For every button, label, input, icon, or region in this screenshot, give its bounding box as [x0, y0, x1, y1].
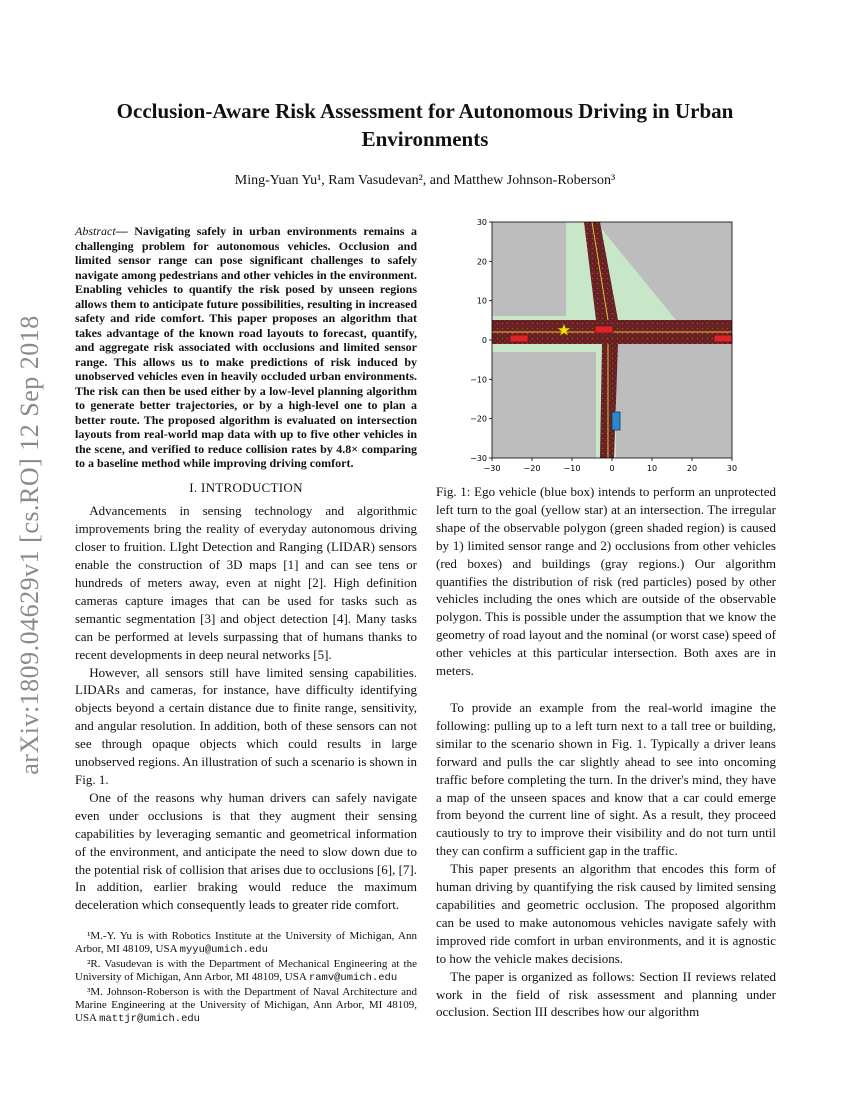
footnote: ²R. Vasudevan is with the Department of Mechanical Engineering at the University of Michigan, Ann Arbor, MI 48109, USA ramv@umich.edu	[75, 957, 417, 985]
right-column	[436, 699, 776, 1021]
email-address: ramv@umich.edu	[308, 972, 398, 985]
email-address: myyu@umich.edu	[179, 944, 268, 957]
y-axis-tick-label: 10	[476, 296, 487, 306]
left-column	[75, 224, 417, 914]
abstract-text: — Navigating safely in urban environments remains a challenging problem for autonomous vehicles. Occlusion and limited sensor range can pose significant challenges to safely navigate among pedestrians and other vehicles in the environment. Enabling vehicles to quantify the risk posed by unseen regions allows them to anticipate future possibilities, resulting in increased safety and ride comfort. This paper proposes an algorithm that takes advantage of the known road layouts to forecast, quantify, and aggregate risk associated with occlusions and limited sensor range. This allows us to make predictions of risk induced by unobserved vehicles even in heavily occluded urban environments. The risk can then be used either by a low-level planning algorithm to generate better trajectories, or by a high-level one to plan a better route. The proposed algorithm is evaluated on intersection layouts from real-world map data with up to five other vehicles in the scene, and verified to reduce collision rates by 4.8× comparing to a baseline method while improving driving comfort.	[75, 224, 417, 470]
y-axis-tick-label: 30	[476, 218, 487, 227]
y-axis-tick-label: −30	[470, 454, 487, 463]
other-vehicle-box	[595, 326, 613, 333]
other-vehicle-box	[510, 335, 528, 342]
intro-paragraph: However, all sensors still have limited sensing capabilities. LIDARs and cameras, for instance, have difficulty identifying objects beyond a certain distance due to finite range, sensitivity, and angular resolution. In addition, both of these sensors can not see through opaque objects which could results in large unobserved regions. An illustration of such a scenario is shown in Fig. 1.	[75, 664, 417, 787]
ego-vehicle-box	[612, 412, 620, 430]
figure-caption: Fig. 1: Ego vehicle (blue box) intends to perform an unprotected left turn to the goal (yellow star) at an intersection. The irregular shape of the observable polygon (green shaded region) is caused by 1) limited sensor range and 2) occlusions from other vehicles (red boxes) and buildings (gray regions.) Our algorithm quantifies the distribution of risk (red particles) posed by other vehicles including the ones which are outside of the observable polygon. This is possible under the assumption that we know the geometry of road layout and the nominal (or worst case) speed of other vehicles at this particular intersection. Both axes are in meters.	[436, 484, 776, 679]
footnote: ¹M.-Y. Yu is with Robotics Institute at the University of Michigan, Ann Arbor, MI 48109, USA myyu@umich.edu	[75, 930, 417, 957]
y-axis-tick-label: −10	[470, 375, 487, 385]
intro-paragraph: Advancements in sensing technology and algorithmic improvements bring the reality of everyday autonomous driving closer to fruition. LIght Detection and Ranging (LIDAR) sensors enable the construction of 3D maps [1] and can see tens or hundreds of meters away, even at night [2]. High definition cameras capture images that can be used for tasks such as semantic segmentation [3] and object detection [4]. Many tasks can be performed at levels surpassing that of humans thanks to recent developments in deep neural networks [5].	[75, 503, 417, 662]
footnote: ³M. Johnson-Roberson is with the Department of Naval Architecture and Marine Engineering at the University of Michigan, Ann Arbor, MI 48109, USA mattjr@umich.edu	[75, 985, 417, 1026]
abstract-label: Abstract	[75, 224, 116, 238]
arxiv-identifier: arXiv:1809.04629v1 [cs.RO] 12 Sep 2018	[15, 315, 45, 775]
x-axis-tick-label: −20	[523, 464, 541, 473]
x-axis-tick-label: −10	[563, 464, 581, 473]
body-paragraph: To provide an example from the real-world imagine the following: pulling up to a left turn next to a tall tree or building, similar to the scenario shown in Fig. 1. Typically a driver leans forward and pulls the car slightly ahead to see into oncoming traffic before completing the turn. In the driver's mind, they have a map of the unseen spaces and know that a car could emerge from beyond the current line of sight. As a result, they proceed cautiously to try to improve their visibility and do not turn until they can confirm a sufficient gap in the traffic.	[436, 700, 776, 859]
x-axis-tick-label: 30	[726, 464, 738, 473]
body-paragraph: This paper presents an algorithm that encodes this form of human driving by quantifying the risk caused by limited sensing capabilities and geometric occlusion. The proposed algorithm can be used to make autonomous vehicles navigate safely with improved ride comfort in urban environments, and it is agnostic to how the vehicle makes decisions.	[436, 861, 776, 966]
footnotes	[75, 930, 417, 1027]
paper-title: Occlusion-Aware Risk Assessment for Autonomous Driving in Urban Environments	[116, 99, 734, 151]
abstract	[75, 224, 417, 471]
x-axis-tick-label: 10	[646, 464, 658, 473]
email-address: mattjr@umich.edu	[99, 1013, 200, 1026]
section-heading-introduction: I. INTRODUCTION	[189, 479, 303, 495]
intro-paragraph: One of the reasons why human drivers can safely navigate even under occlusions is that they augment their sensing capabilities by leveraging semantic and geometrical information of the environment, and anticipate the need to slow down due to the potential risk of collision that arises due to occlusions [6], [7]. In addition, earlier braking would reduce the maximum deceleration which consequently leads to greater ride comfort.	[75, 789, 417, 913]
author-list: Ming-Yuan Yu¹, Ram Vasudevan², and Matthew Johnson-Roberson³	[234, 173, 616, 188]
x-axis-tick-label: 0	[609, 464, 615, 473]
y-axis-tick-label: 20	[476, 257, 487, 267]
y-axis-tick-label: −20	[470, 414, 487, 424]
x-axis-tick-label: 20	[686, 464, 698, 473]
other-vehicle-box	[714, 335, 732, 342]
figure-intersection-plot	[436, 212, 776, 480]
body-paragraph: The paper is organized as follows: Section II reviews related work in the field of risk assessment and planning under occlusion. Section III describes how our algorithm	[436, 968, 776, 1020]
y-axis-tick-label: 0	[481, 336, 487, 345]
x-axis-tick-label: −30	[483, 464, 501, 473]
